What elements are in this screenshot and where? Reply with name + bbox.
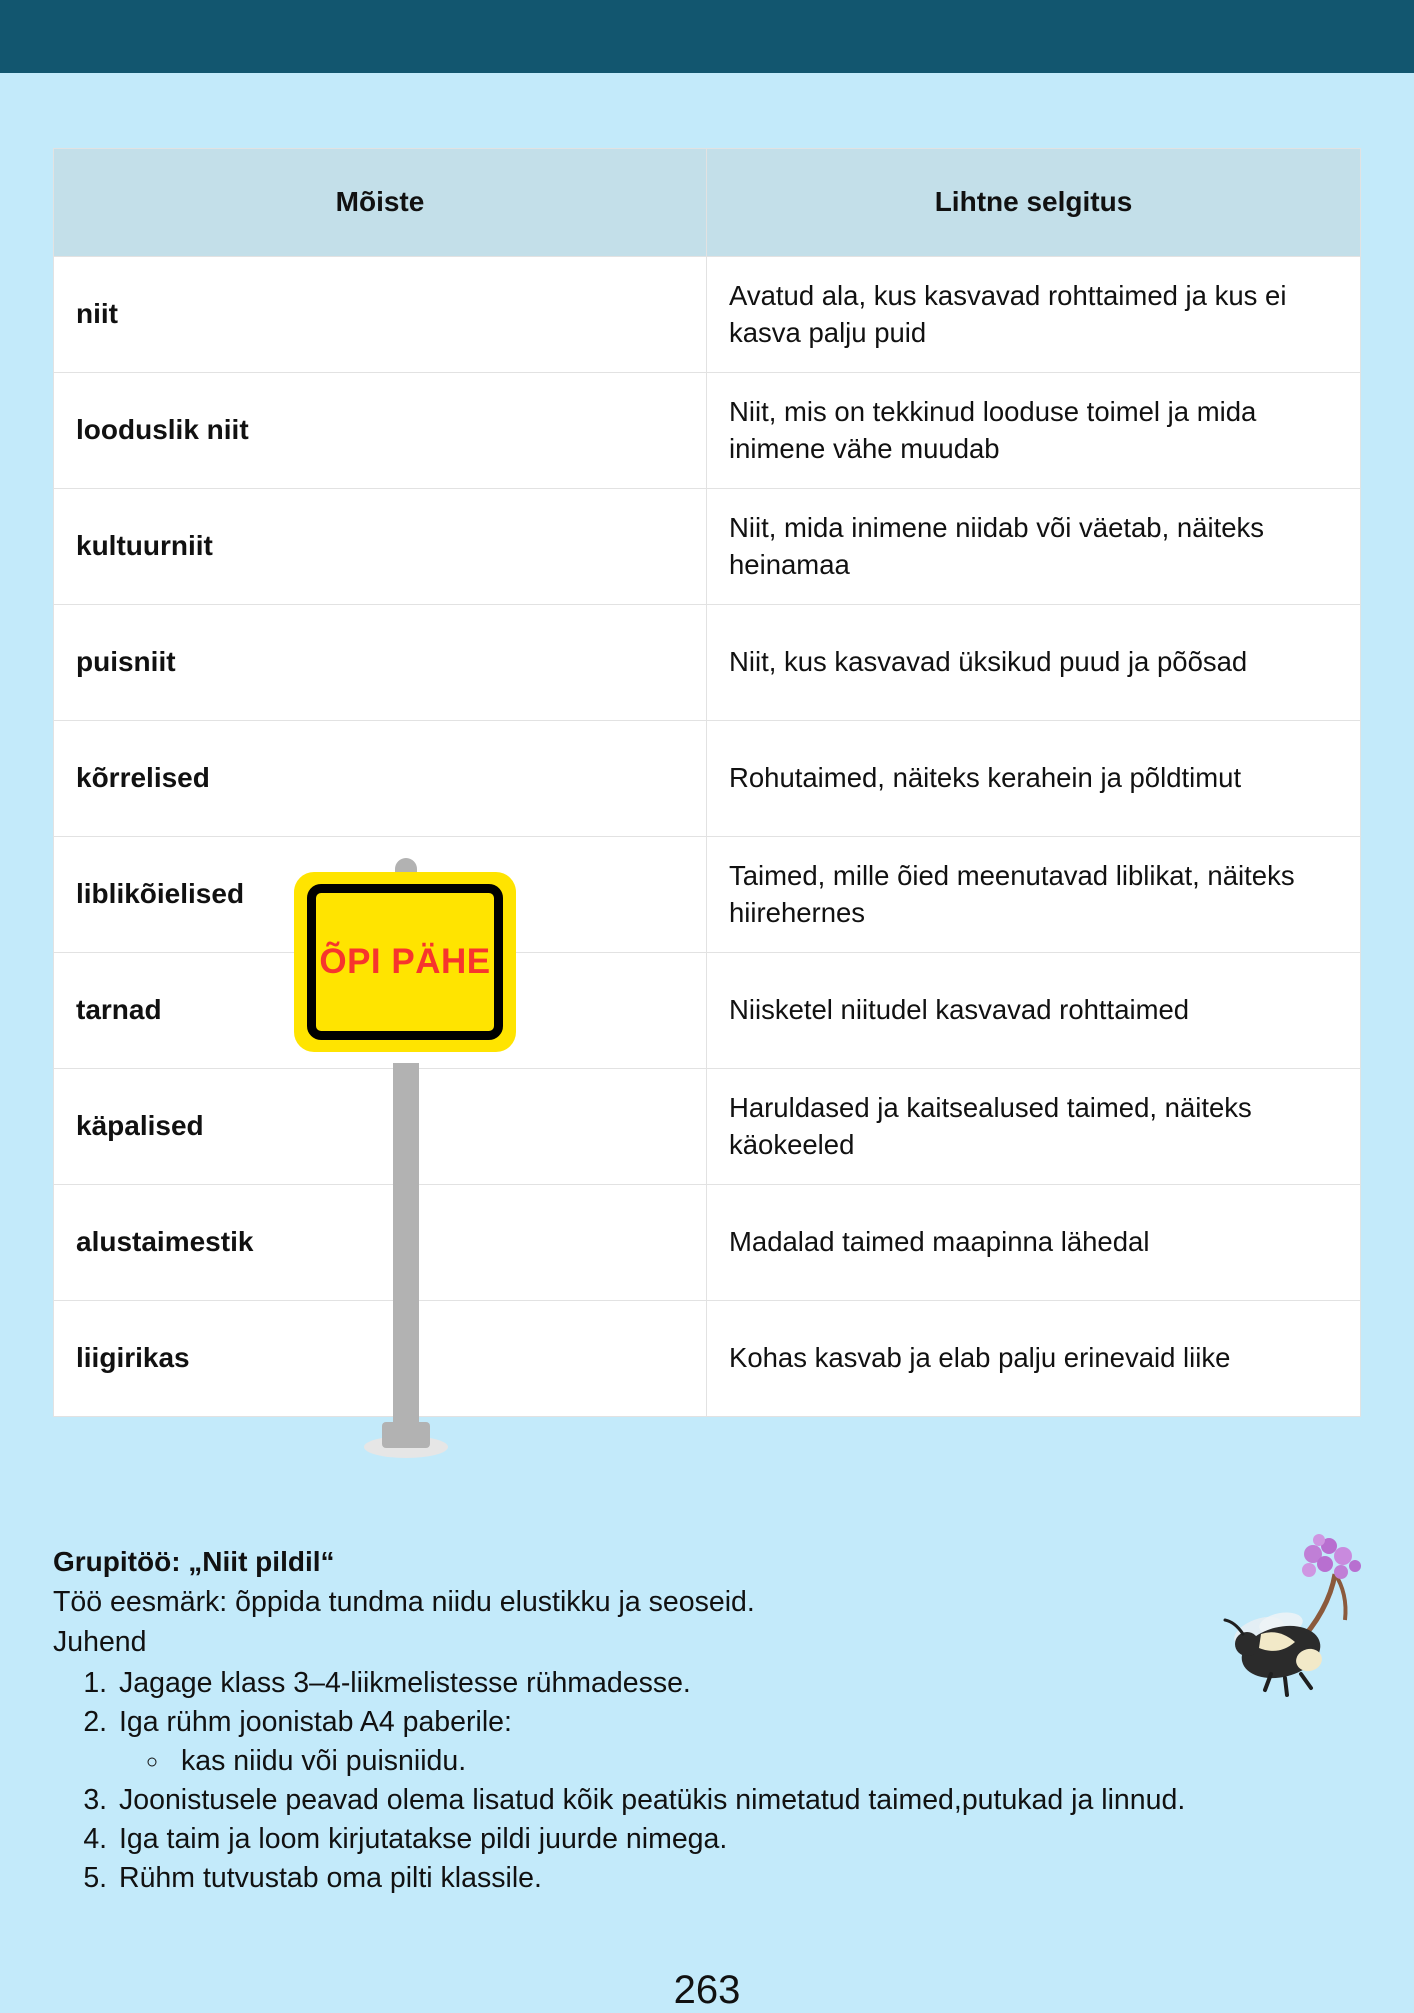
groupwork-goal: Töö eesmärk: õppida tundma niidu elustikku ja seoseid. bbox=[53, 1586, 755, 1618]
table-row bbox=[54, 605, 1361, 721]
term-cell: puisniit bbox=[54, 605, 707, 721]
groupwork-guide-label: Juhend bbox=[53, 1626, 147, 1659]
bee-antenna bbox=[1225, 1620, 1243, 1634]
list-item: 4. Iga taim ja loom kirjutatakse pildi juurde nimega. bbox=[115, 1821, 1233, 1858]
description-cell: Niit, mida inimene niidab või väetab, näiteks heinamaa bbox=[707, 489, 1361, 605]
sign-foot bbox=[382, 1422, 430, 1448]
description-cell: Niit, mis on tekkinud looduse toimel ja mida inimene vähe muudab bbox=[707, 373, 1361, 489]
header-band bbox=[0, 0, 1414, 73]
table-row bbox=[54, 489, 1361, 605]
table-row bbox=[54, 1185, 1361, 1301]
bee-flower-svg bbox=[1185, 1528, 1375, 1718]
list-item: 3. Joonistusele peavad olema lisatud kõik peatükis nimetatud taimed,putukad ja linnud. bbox=[115, 1782, 1233, 1819]
term-cell: käpalised bbox=[54, 1069, 707, 1185]
description-cell: Rohutaimed, näiteks kerahein ja põldtimut bbox=[707, 721, 1361, 837]
groupwork-steps-list bbox=[53, 1665, 1233, 1897]
term-cell: liblikõielised bbox=[54, 837, 707, 953]
term-cell: kõrrelised bbox=[54, 721, 707, 837]
description-cell: Madalad taimed maapinna lähedal bbox=[707, 1185, 1361, 1301]
term-cell: niit bbox=[54, 257, 707, 373]
flower-head bbox=[1302, 1534, 1361, 1579]
flower-stem-branch bbox=[1335, 1574, 1346, 1620]
table-row bbox=[54, 1069, 1361, 1185]
groupwork-section bbox=[53, 1546, 1233, 1899]
list-item: ◦ kas niidu või puisniidu. bbox=[171, 1743, 1233, 1780]
groupwork-substeps-list bbox=[119, 1743, 1233, 1780]
column-header-explanation: Lihtne selgitus bbox=[707, 149, 1361, 257]
description-cell: Niisketel niitudel kasvavad rohttaimed bbox=[707, 953, 1361, 1069]
list-item bbox=[115, 1704, 1233, 1780]
table-row bbox=[54, 953, 1361, 1069]
list-item-text: Iga rühm joonistab A4 paberile: bbox=[119, 1705, 512, 1738]
glossary-table bbox=[53, 148, 1361, 1417]
term-cell: kultuurniit bbox=[54, 489, 707, 605]
description-cell: Niit, kus kasvavad üksikud puud ja põõsad bbox=[707, 605, 1361, 721]
groupwork-title: Grupitöö: „Niit pildil“ bbox=[53, 1546, 335, 1577]
table-row bbox=[54, 721, 1361, 837]
page-number: 263 bbox=[673, 1968, 741, 2012]
page-content bbox=[0, 73, 1414, 2012]
description-cell: Taimed, mille õied meenutavad liblikat, näiteks hiirehernes bbox=[707, 837, 1361, 953]
sign-base-shadow bbox=[364, 1436, 448, 1458]
table-row bbox=[54, 1301, 1361, 1417]
description-cell: Kohas kasvab ja elab palju erinevaid liike bbox=[707, 1301, 1361, 1417]
column-header-term: Mõiste bbox=[54, 149, 707, 257]
term-cell: liigirikas bbox=[54, 1301, 707, 1417]
table-header-row bbox=[54, 149, 1361, 257]
bumblebee-on-flower-illustration bbox=[1185, 1528, 1375, 1718]
table-row bbox=[54, 373, 1361, 489]
table-row bbox=[54, 837, 1361, 953]
list-item: 1. Jagage klass 3–4-liikmelistesse rühmadesse. bbox=[115, 1665, 1233, 1702]
bee-legs bbox=[1265, 1674, 1311, 1695]
description-cell: Haruldased ja kaitsealused taimed, näiteks käokeeled bbox=[707, 1069, 1361, 1185]
term-cell: looduslik niit bbox=[54, 373, 707, 489]
glossary-table-container bbox=[53, 148, 1360, 1417]
table-row bbox=[54, 257, 1361, 373]
term-cell: alustaimestik bbox=[54, 1185, 707, 1301]
term-cell: tarnad bbox=[54, 953, 707, 1069]
description-cell: Avatud ala, kus kasvavad rohttaimed ja kus ei kasva palju puid bbox=[707, 257, 1361, 373]
sign-label: ÕPI PÄHE bbox=[319, 942, 491, 981]
list-item: 5. Rühm tutvustab oma pilti klassile. bbox=[115, 1860, 1233, 1897]
